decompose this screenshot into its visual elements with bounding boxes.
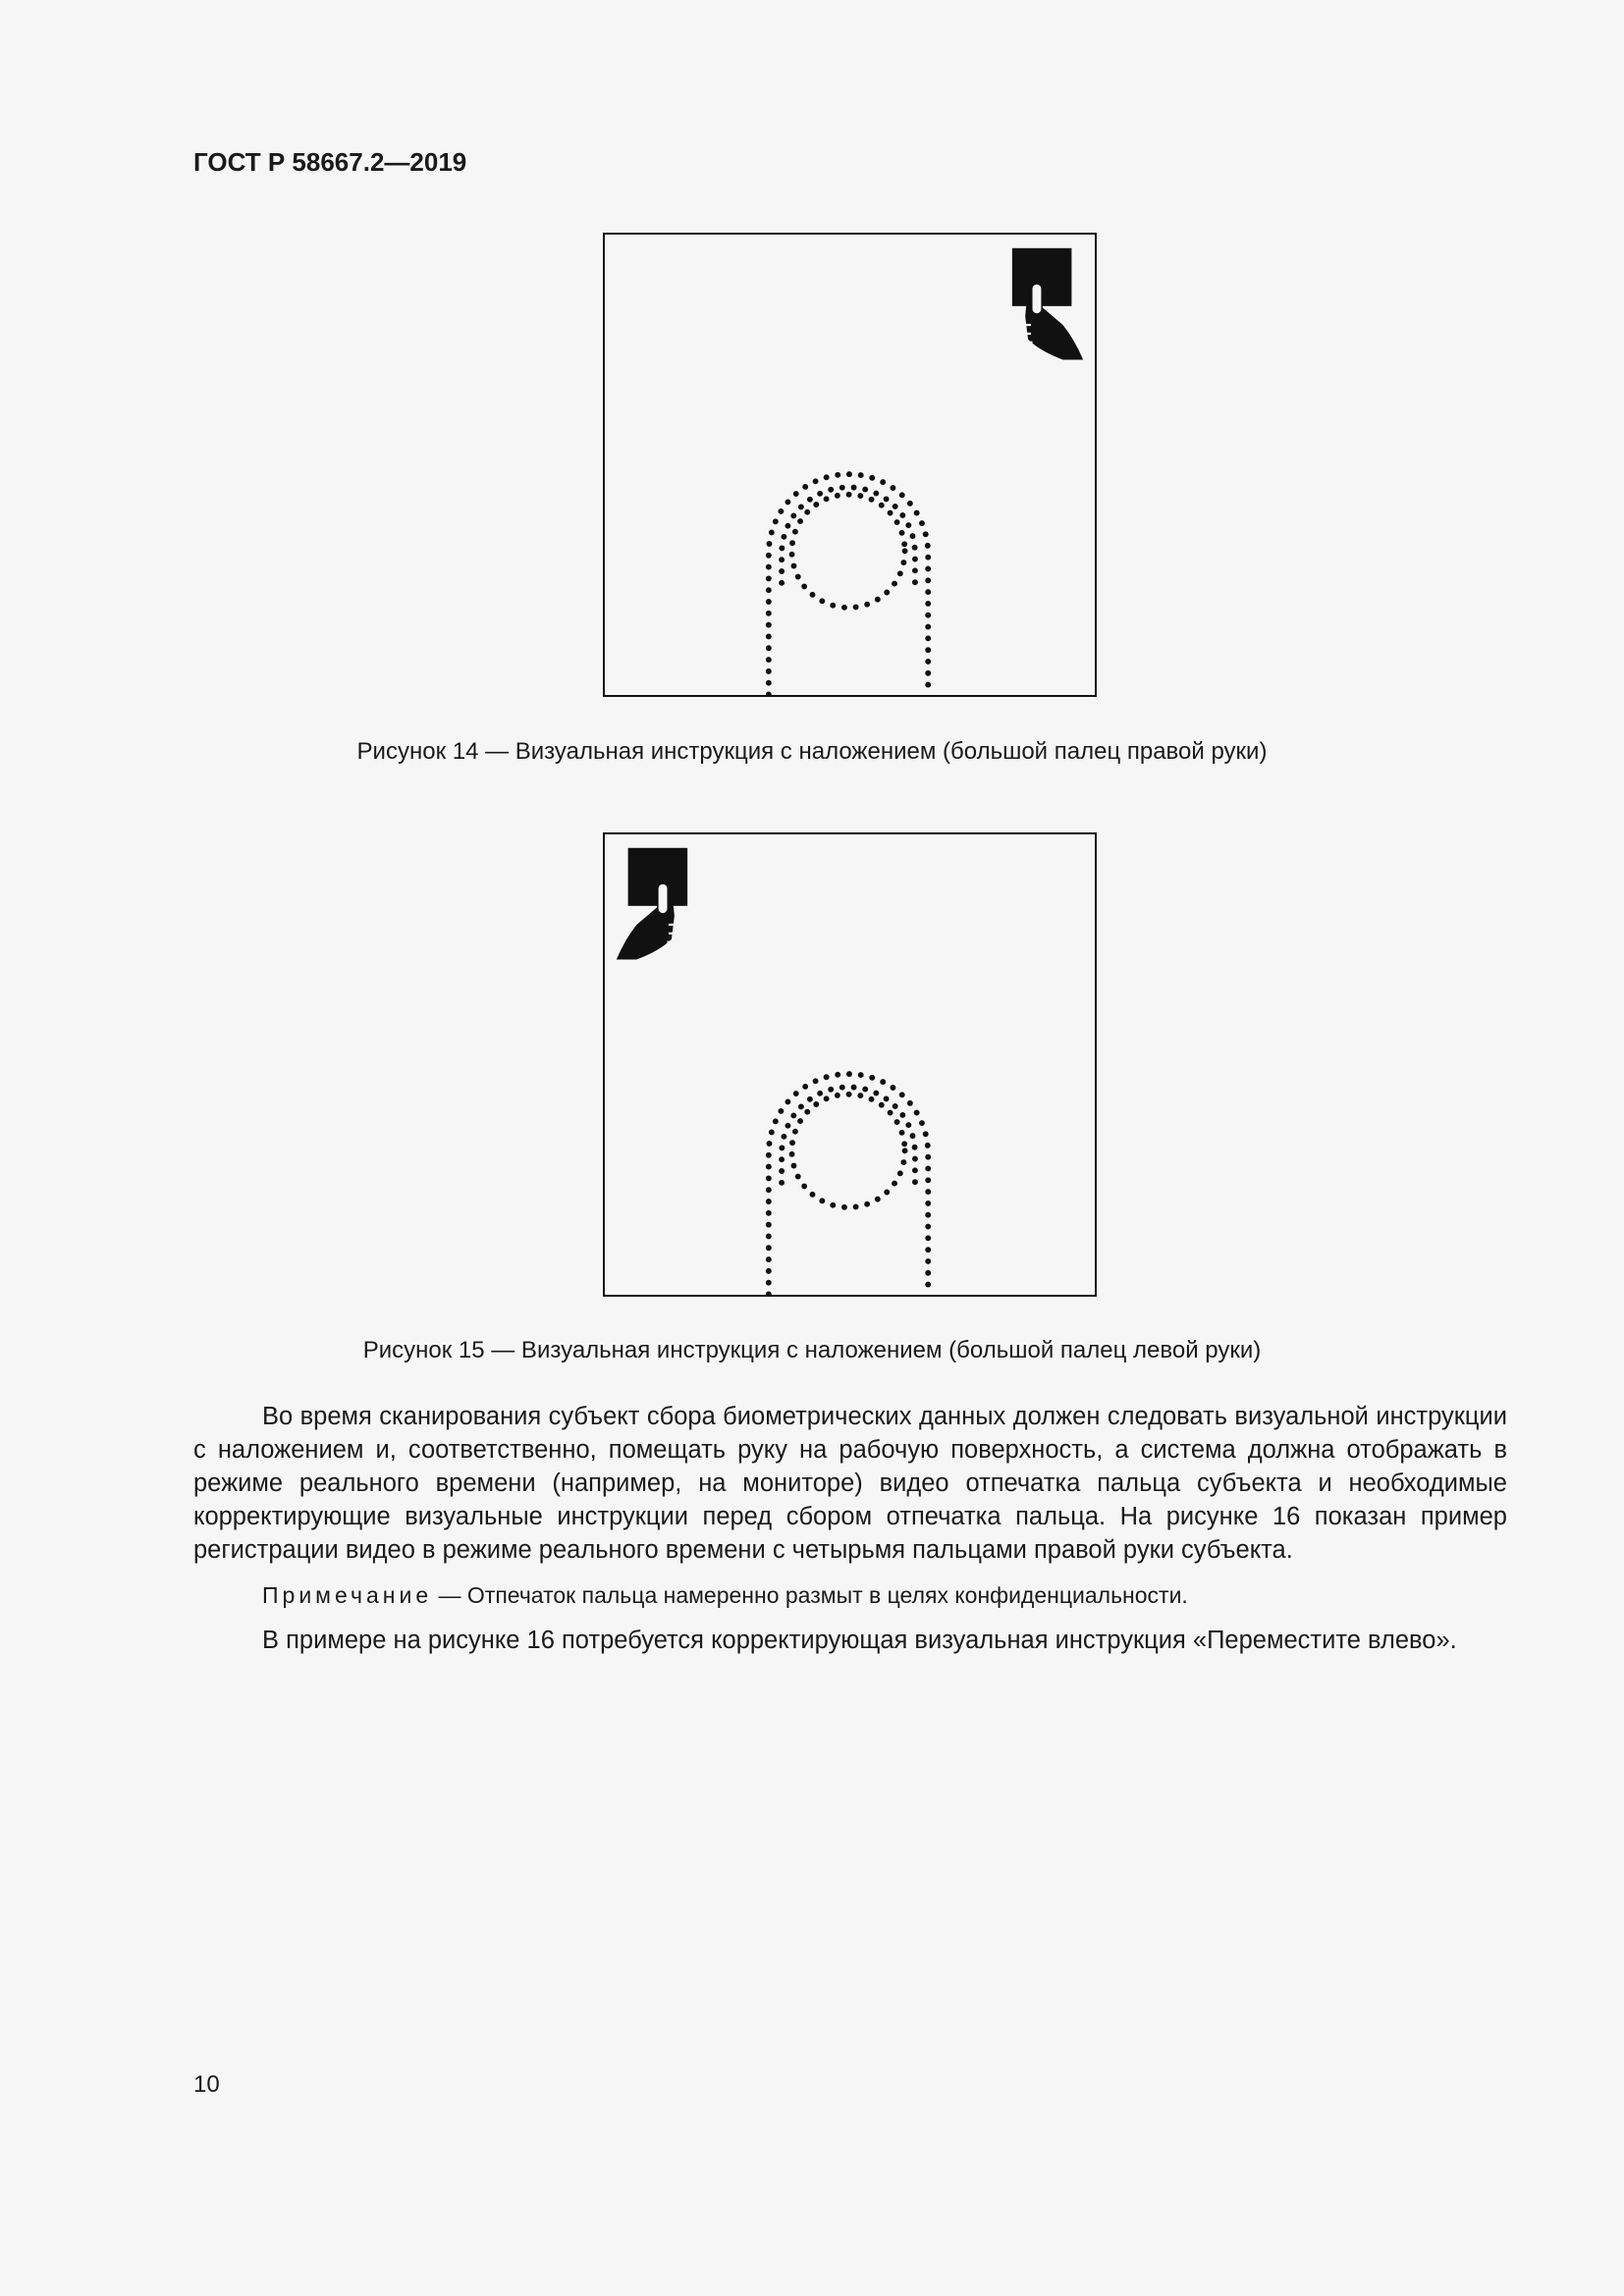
page-number: 10: [193, 2071, 220, 2098]
note-text: — Отпечаток пальца намеренно размыт в целях конфиденциальности.: [432, 1582, 1188, 1608]
finger-outline: [769, 474, 928, 694]
finger-overlay: [605, 235, 1095, 695]
right-hand-on-scanner-icon: [1012, 248, 1083, 360]
figure-14-caption: Рисунок 14 — Визуальная инструкция с наложением (большой палец правой руки): [356, 738, 1268, 765]
left-hand-on-scanner-icon: [617, 848, 687, 960]
figure-15-caption: Рисунок 15 — Визуальная инструкция с наложением (большой палец левой руки): [362, 1337, 1262, 1363]
finger-overlay: [605, 834, 1095, 1295]
note: [193, 1578, 1507, 1612]
paragraph: Во время сканирования субъект сбора биометрических данных должен следовать визуальной инструкции с наложением и, соответственно, помещать руку на рабочую поверхность, а система должна отображать в режиме реального времени (например, на мониторе) видео отпечатка пальца субъекта и необходимые корректирующие визуальные инструкции перед сбором отпечатка пальца. На рисунке 16 показан пример регистрации видео в режиме реального времени с четырьмя пальцами правой руки субъекта.: [193, 1403, 1507, 1564]
finger-outline: [769, 1074, 928, 1294]
figure-14: [603, 233, 1097, 697]
document-header: ГОСТ Р 58667.2—2019: [193, 147, 467, 177]
body-text: [193, 1400, 1507, 1657]
paragraph: В примере на рисунке 16 потребуется корректирующая визуальная инструкция «Переместите влево».: [262, 1627, 1457, 1654]
note-label: Примечание: [262, 1582, 433, 1608]
figure-15: [603, 832, 1097, 1297]
